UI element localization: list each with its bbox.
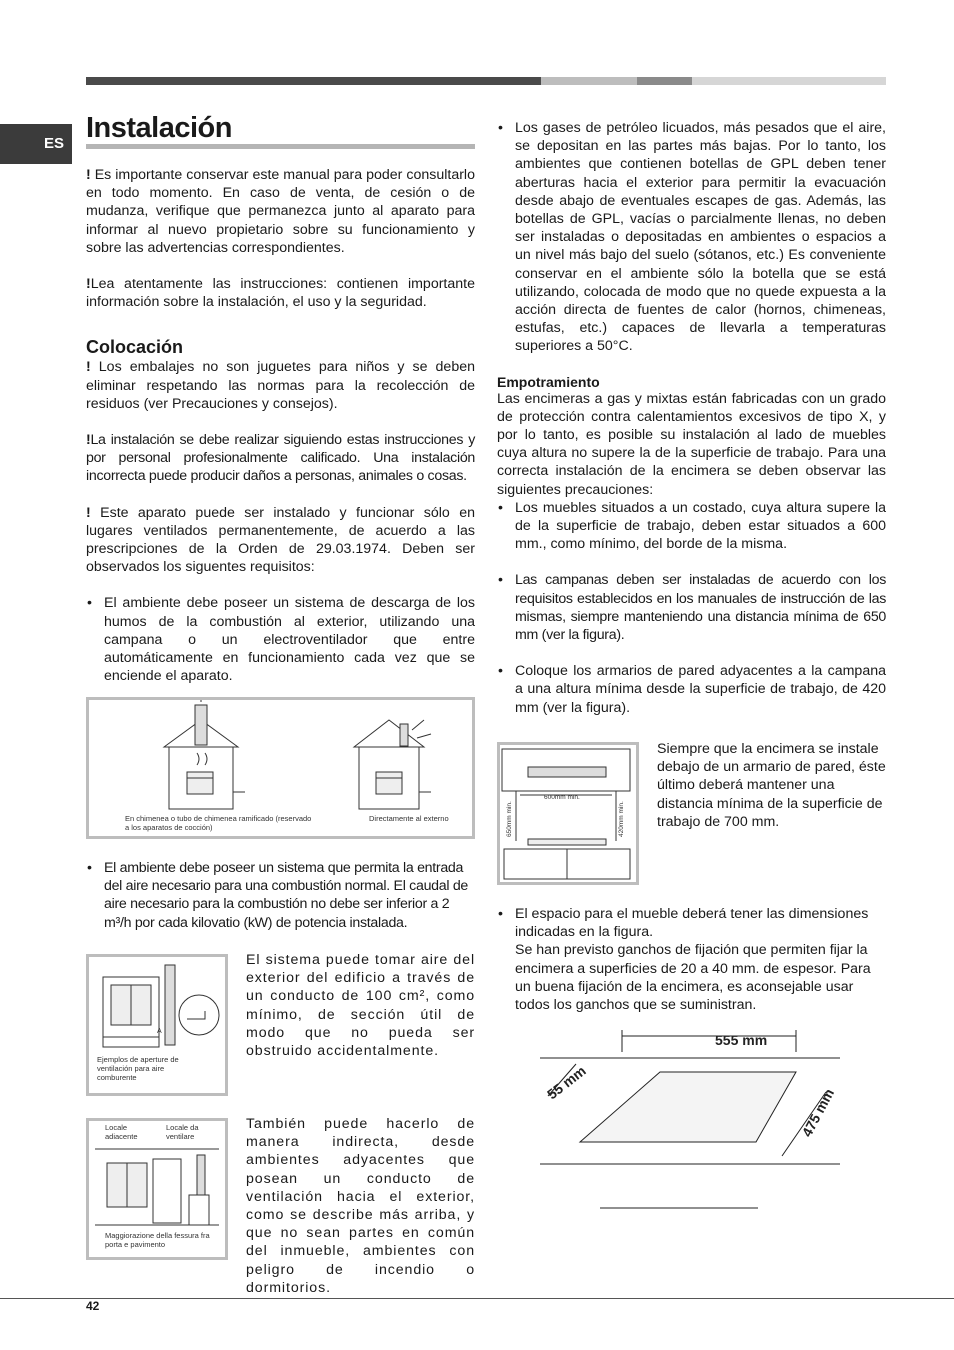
- figure1-caption-left: En chimenea o tubo de chimenea ramificado (reservado a los aparatos de cocción): [125, 814, 312, 832]
- dim-555mm: 555 mm: [715, 1032, 768, 1048]
- bullet-espacio: • El espacio para el mueble deberá tener las dimensiones indicadas en la figura. Se han previsto ganchos de fijación que permiten fijar la encimera a superficies de 20 a 40 mm. de espesor. Para un buena fijación de la encimera, es aconsejable usar todos los ganchos que se suministran.: [497, 905, 886, 1014]
- colocacion-paragraph-3: ! Este aparato puede ser instalado y funcionar sólo en lugares ventilados permanentemente, de acuerdo a las prescripciones de la Orden de 29.03.1974. Deben ser observados los siguentes requisitos:: [86, 504, 475, 576]
- bullet-campanas: • Las campanas deben ser instaladas de acuerdo con los requisitos establecidos en los manuales de instrucción de las mismas, siempre manteniendo una distancia mínima de 650 mm (ver la figura).: [497, 571, 886, 644]
- air-system-text: El sistema puede tomar aire del exterior del edificio a través de un conducto de 100 cm², como mínimo, de sección útil de modo que no pueda ser obstruido accidentalmente.: [246, 952, 475, 1060]
- indirect-ventilation-text: También puede hacerlo de manera indirecta, desde ambientes adyacentes que posean un conducto de ventilación hacia el exterior, como se describe más arriba, y que no sean partes en común del inmueble, ambientes con peligro de incendio o dormitorios.: [246, 1116, 475, 1296]
- header-bar-light: [541, 77, 637, 85]
- label-420mm: 420mm min.: [618, 801, 625, 837]
- title-rule: [86, 144, 475, 149]
- air-openings-diagram: [89, 957, 225, 1093]
- right-column-lower: [497, 905, 886, 1014]
- bullet-muebles: • Los muebles situados a un costado, cuya altura supere la de la superficie de trabajo, deben estar situados a 600 mm., como mínimo, del borde de la misma.: [497, 499, 886, 554]
- figure2-marker: A: [157, 1028, 162, 1035]
- bullet-armarios: • Coloque los armarios de pared adyacentes a la campana a una altura mínima desde la superficie de trabajo, de 420 mm (ver la figura).: [497, 662, 886, 717]
- figure-air-openings: [86, 954, 228, 1096]
- bullet-entrada-aire: • El ambiente debe poseer un sistema que permita la entrada del aire necesario para una combustión normal. El caudal de aire necesario para la combustión no debe ser inferior a 2 m³/h por cada kilovatio (kW) de potencia instalada.: [86, 859, 475, 932]
- bullet-descarga: • El ambiente debe poseer un sistema de descarga de los humos de la combustión al exterior, utilizando una campana o un electroventilador que entre automáticamente en funcionamiento cada vez que se enciende el aparato.: [86, 594, 475, 685]
- footer-rule: [0, 1298, 954, 1299]
- adjacent-rooms-diagram: [89, 1121, 225, 1257]
- left-column: [86, 166, 475, 685]
- cutout-dimensions-figure: [540, 1026, 842, 1216]
- bullet-gpl: • Los gases de petróleo licuados, más pesados que el aire, se depositan en las partes más bajas. Por lo tanto, los ambientes que contienen botellas de GPL deben tener aberturas hacia el exterior para permitir la evacuación desde abajo de eventuales escapes de gas. Además, las botellas de GPL, vacías o parcialmente llenas, no deben ser instaladas o depositadas en ambientes o espacios a un nivel más bajo del suelo (sótanos, etc.) Es conveniente conservar en el ambiente sólo la botella que se está utilizando, colocada de modo que no quede expuesta a la acción directa de fuentes de calor (hornos, chimeneas, estufas, etc.) capaces de llevarla a temperaturas superiores a 50°C.: [497, 119, 886, 356]
- page-title: Instalación: [86, 112, 232, 144]
- figure3-label-left: Locale adiacente: [105, 1123, 138, 1141]
- figure3-label-right: Locale da ventilare: [166, 1123, 199, 1141]
- hood-clearance-diagram: [500, 745, 636, 882]
- figure2-caption: Ejemplos de aperture de ventilación para aire comburente: [97, 1055, 179, 1082]
- colocacion-paragraph-1: ! Los embalajes no son juguetes para niños y se deben eliminar respetando las normas para la recolección de residuos (ver Precauciones y consejos).: [86, 359, 475, 412]
- left-column-lower: [86, 859, 475, 932]
- right-column: [497, 119, 886, 717]
- colocacion-paragraph-2: !La instalación se debe realizar siguiendo estas instrucciones y por personal profesionalmente calificado. Una instalación incorrecta puede producir daños a personas, animales o cosas.: [86, 432, 475, 485]
- label-650mm: 650mm min.: [506, 801, 513, 837]
- language-tab: ES: [0, 124, 72, 164]
- header-bar-pale: [692, 77, 886, 85]
- figure-hood-clearance: [497, 742, 639, 885]
- figure-adjacent-rooms: [86, 1118, 228, 1260]
- subheading-empotramiento: Empotramiento: [497, 373, 600, 390]
- intro-paragraph-2: !Lea atentamente las instrucciones: contienen importante información sobre la instalación, el uso y la seguridad.: [86, 276, 475, 311]
- header-bar-mid: [637, 77, 692, 85]
- figure3-caption: Maggiorazione della fessura fra porta e pavimento: [105, 1231, 210, 1249]
- intro-paragraph-1: ! Es importante conservar este manual para poder consultarlo en todo momento. En caso de venta, de cesión o de mudanza, verifique que permanezca junto al aparato para informar al nuevo propietario sobre su funcionamiento y sobre las advertencias correspondientes.: [86, 167, 475, 256]
- empotramiento-text: Las encimeras a gas y mixtas están fabricadas con un grado de protección contra calentamientos excesivos de tipo X, y por lo tanto, es posible su instalación al lado de muebles cuya altura no supere la de la superficie de trabajo. Para una correcta instalación de la encimera se deben observar las siguientes precauciones:: [497, 390, 886, 498]
- chimney-diagram: [89, 700, 472, 836]
- figure1-caption-right: Directamente al externo: [369, 814, 449, 823]
- dim-475mm: 475 mm: [798, 1085, 838, 1140]
- figure-chimney-ventilation: [86, 697, 475, 839]
- header-bar-dark: [86, 77, 541, 85]
- wall-cabinet-text: Siempre que la encimera se instale debajo de un armario de pared, éste último deberá mantener una distancia mínima de la superficie de trabajo de 700 mm.: [657, 741, 886, 830]
- section-heading-colocacion: Colocación: [86, 337, 184, 358]
- dim-55mm: 55 mm: [543, 1062, 589, 1103]
- page-number: 42: [86, 1299, 100, 1313]
- label-600mm: 600mm min.: [544, 794, 580, 801]
